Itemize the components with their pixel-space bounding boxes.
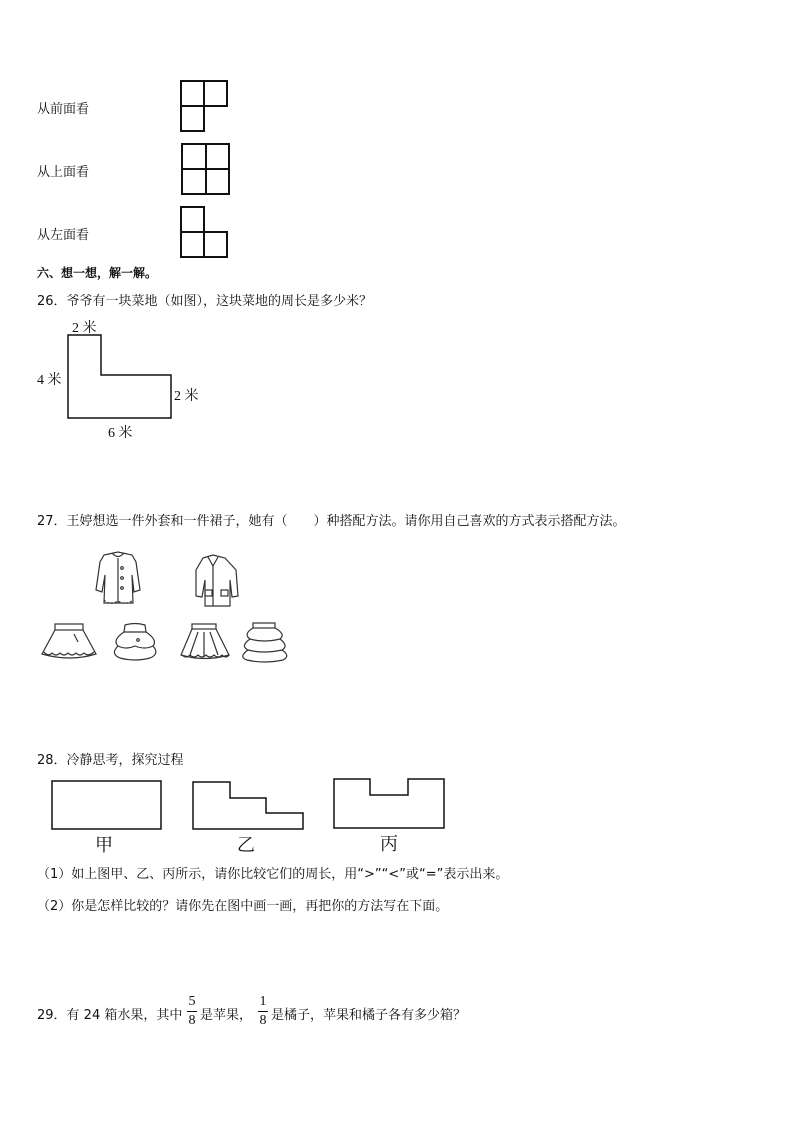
skirt-1-image xyxy=(42,624,96,658)
fraction-1-denominator: 8 xyxy=(188,1013,196,1028)
vegetable-plot-shape xyxy=(68,335,171,418)
front-view-figure xyxy=(181,81,227,131)
question-29-suffix: 是橘子，苹果和橘子各有多少箱？ xyxy=(271,1008,467,1023)
label-right-2m: 2 米 xyxy=(174,389,199,404)
label-bottom-6m: 6 米 xyxy=(108,426,133,441)
question-29-mid: 是苹果， xyxy=(200,1008,253,1023)
skirt-2-image xyxy=(114,624,155,661)
top-view-label: 从上面看 xyxy=(37,165,90,180)
front-view-label: 从前面看 xyxy=(37,102,90,117)
coat-2-image xyxy=(196,555,238,606)
fraction-2-denominator: 8 xyxy=(259,1013,267,1028)
figure-jia-label: 甲 xyxy=(95,835,113,855)
top-view-figure xyxy=(182,144,229,194)
fraction-2-bar xyxy=(258,1011,268,1012)
left-view-figure xyxy=(181,207,227,257)
question-28-part-1: （1）如上图甲、乙、丙所示，请你比较它们的周长，用“>”“<”或“=”表示出来。 xyxy=(37,867,509,882)
skirt-3-image xyxy=(181,624,229,659)
fraction-one-eighth xyxy=(257,994,269,1029)
question-26-text: 26．爷爷有一块菜地（如图），这块菜地的周长是多少米？ xyxy=(37,294,373,309)
skirt-4-image xyxy=(243,623,287,662)
coat-1-image xyxy=(96,552,140,603)
label-left-4m: 4 米 xyxy=(37,373,62,388)
figure-yi-label: 乙 xyxy=(237,835,255,855)
figure-bing-label: 丙 xyxy=(380,834,398,854)
fraction-five-eighths xyxy=(186,994,198,1029)
section-six-heading: 六、想一想，解一解。 xyxy=(37,266,158,280)
figure-yi xyxy=(193,782,303,829)
figure-jia xyxy=(52,781,161,829)
question-29-prefix: 29．有 24 箱水果，其中 xyxy=(37,1008,183,1023)
question-28-part-2: （2）你是怎样比较的？请你先在图中画一画，再把你的方法写在下面。 xyxy=(37,899,449,914)
fraction-2-numerator: 1 xyxy=(259,994,267,1009)
question-28-text: 28．冷静思考，探究过程 xyxy=(37,753,184,768)
label-top-2m: 2 米 xyxy=(72,321,97,336)
question-27-text: 27．王婷想选一件外套和一件裙子，她有（ ）种搭配方法。请你用自己喜欢的方式表示搭配方法。 xyxy=(37,514,626,529)
fraction-1-bar xyxy=(187,1011,197,1012)
left-view-label: 从左面看 xyxy=(37,228,90,243)
fraction-1-numerator: 5 xyxy=(188,994,196,1009)
figure-bing xyxy=(334,779,444,828)
